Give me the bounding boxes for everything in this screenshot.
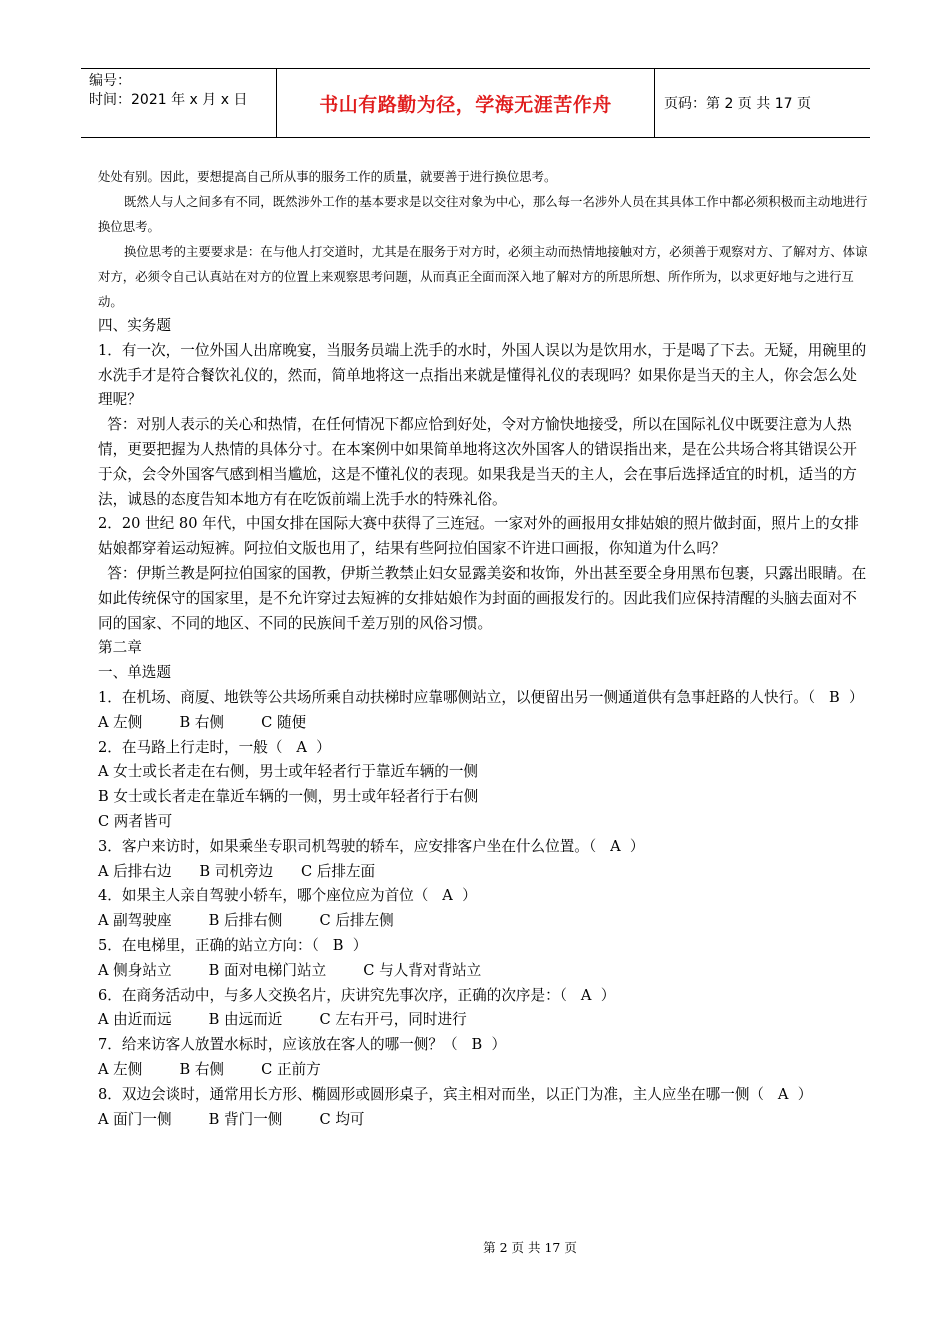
question: 7．给来访客人放置水标时，应该放在客人的哪一侧？（ B ） (98, 1036, 507, 1054)
date-label: 时间：2021 年 x 月 x 日 (89, 92, 248, 108)
question: 5．在电梯里，正确的站立方向：（ B ） (98, 936, 368, 954)
options: A 左侧 B 右侧 C 正前方 (98, 1060, 321, 1078)
small-paragraph: 既然人与人之间多有不同，既然涉外工作的基本要求是以交往对象为中心，那么每一名涉外人员在其具体工作中都必须积极而主动地进行换位思考。 (98, 194, 868, 234)
main-text-section (98, 314, 868, 1132)
options: A 副驾驶座 B 后排右侧 C 后排左侧 (98, 912, 394, 930)
page-footer: 第 2 页 共 17 页 (483, 1240, 577, 1255)
options: A 左侧 B 右侧 C 随便 (98, 713, 307, 731)
page-header (81, 68, 870, 138)
options: A 面门一侧 B 背门一侧 C 均可 (98, 1110, 365, 1128)
small-paragraph: 换位思考的主要要求是：在与他人打交道时，尤其是在服务于对方时，必须主动而热情地接触对方，必须善于观察对方、了解对方、体谅对方，必须令自己认真站在对方的位置上来观察思考问题，从而真正全面而深入地了解对方的所思所想、所作所为，以求更好地与之进行互动。 (98, 244, 868, 309)
chapter-heading: 第二章 (98, 639, 142, 657)
question: 2．在马路上行走时，一般（ A ） (98, 738, 331, 756)
section-heading: 四、实务题 (98, 317, 171, 334)
answer: 答：对别人表示的关心和热情，在任何情况下都应恰到好处，令对方愉快地接受，所以在国际礼仪中既要注意为人热情，更要把握为人热情的具体分寸。在本案例中如果简单地将这次外国客人的错误指出来，是在公共场合将其错误公开于众，会令外国客气感到相当尴尬，这是不懂礼仪的表现。如果我是当天的主人，会在事后选择适宜的时机，适当的方法，诚恳的态度告知本地方有在吃饭前端上洗手水的特殊礼俗。 (98, 416, 857, 508)
header-page-info: 页码：第 2 页 共 17 页 (664, 96, 811, 112)
question: 6．在商务活动中，与多人交换名片，庆讲究先事次序，正确的次序是：（ A ） (98, 986, 616, 1004)
header-motto: 书山有路勤为径，学海无涯苦作舟 (277, 69, 655, 137)
option: C 两者皆可 (98, 812, 173, 830)
options: A 由近而远 B 由远而近 C 左右开弓，同时进行 (98, 1011, 467, 1029)
section-heading: 一、单选题 (98, 664, 171, 682)
small-text-section (98, 164, 868, 314)
small-paragraph: 处处有别。因此，要想提高自己所从事的服务工作的质量，就要善于进行换位思考。 (98, 169, 557, 184)
document-body (98, 164, 868, 1132)
options: A 后排右边 B 司机旁边 C 后排左面 (98, 862, 376, 880)
options: A 侧身站立 B 面对电梯门站立 C 与人背对背站立 (98, 961, 482, 979)
question: 1．有一次，一位外国人出席晚宴，当服务员端上洗手的水时，外国人误以为是饮用水，于是喝了下去。无疑，用碗里的水洗手才是符合餐饮礼仪的，然而，简单地将这一点指出来就是懂得礼仪的表现吗？如果你是当天的主人，你会怎么处理呢？ (98, 341, 867, 409)
header-meta (81, 69, 277, 137)
answer: 答：伊斯兰教是阿拉伯国家的国教，伊斯兰教禁止妇女显露美姿和妆饰，外出甚至要全身用黑布包裹，只露出眼睛。在如此传统保守的国家里，是不允许穿过去短裤的女排姑娘作为封面的画报发行的。因此我们应保持清醒的头脑去面对不同的国家、不同的地区、不同的民族间千差万别的风俗习惯。 (98, 564, 867, 632)
question: 8．双边会谈时，通常用长方形、椭圆形或圆形桌子，宾主相对而坐，以正门为准，主人应坐在哪一侧（ A ） (98, 1085, 813, 1103)
question: 3．客户来访时，如果乘坐专职司机驾驶的轿车，应安排客户坐在什么位置。（ A ） (98, 837, 645, 855)
question: 4．如果主人亲自驾驶小轿车，哪个座位应为首位（ A ） (98, 887, 477, 905)
question: 1．在机场、商厦、地铁等公共场所乘自动扶梯时应靠哪侧站立，以便留出另一侧通道供有急事赶路的人快行。（ B ） (98, 688, 864, 706)
option: B 女士或长者走在靠近车辆的一侧，男士或年轻者行于右侧 (98, 788, 479, 806)
option: A 女士或长者走在右侧，男士或年轻者行于靠近车辆的一侧 (98, 763, 479, 781)
number-label: 编号： (89, 73, 131, 89)
question: 2．20 世纪 80 年代，中国女排在国际大赛中获得了三连冠。一家对外的画报用女排姑娘的照片做封面，照片上的女排姑娘都穿着运动短裤。阿拉伯文版也用了，结果有些阿拉伯国家不许进口画报，你知道为什么吗？ (98, 515, 859, 558)
